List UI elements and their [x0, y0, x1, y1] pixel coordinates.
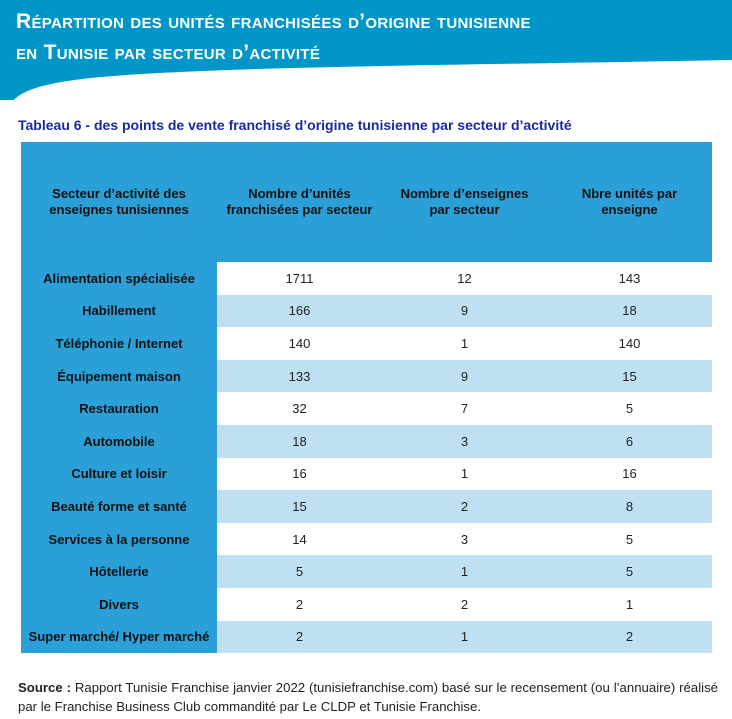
header-unites: Nombre d’unités franchisées par secteur: [217, 142, 382, 262]
cell-par-enseigne: 15: [547, 360, 712, 393]
cell-unites: 32: [217, 392, 382, 425]
cell-enseignes: 2: [382, 588, 547, 621]
cell-par-enseigne: 8: [547, 490, 712, 523]
cell-enseignes: 9: [382, 295, 547, 328]
table-row: [21, 490, 712, 523]
cell-enseignes: 3: [382, 425, 547, 458]
table-row: [21, 523, 712, 556]
cell-secteur: Super marché/ Hyper marché: [21, 621, 217, 654]
table-row: [21, 360, 712, 393]
cell-unites: 5: [217, 555, 382, 588]
cell-secteur: Téléphonie / Internet: [21, 327, 217, 360]
cell-unites: 1711: [217, 262, 382, 295]
cell-par-enseigne: 143: [547, 262, 712, 295]
cell-secteur: Restauration: [21, 392, 217, 425]
cell-secteur: Habillement: [21, 295, 217, 328]
cell-enseignes: 1: [382, 555, 547, 588]
table-row: [21, 555, 712, 588]
cell-unites: 15: [217, 490, 382, 523]
cell-enseignes: 9: [382, 360, 547, 393]
table-row: [21, 425, 712, 458]
table-row: [21, 621, 712, 654]
cell-secteur: Services à la personne: [21, 523, 217, 556]
source-text: Rapport Tunisie Franchise janvier 2022 (tunisiefranchise.com) basé sur le recensement (ou l’annuaire) réalisé par le Franchise Business Club commandité par Le CLDP et Tunisie Franchise.: [18, 680, 718, 714]
table-row: [21, 458, 712, 491]
data-table-container: [21, 142, 712, 653]
cell-unites: 133: [217, 360, 382, 393]
cell-enseignes: 2: [382, 490, 547, 523]
cell-secteur: Beauté forme et santé: [21, 490, 217, 523]
cell-secteur: Automobile: [21, 425, 217, 458]
cell-par-enseigne: 140: [547, 327, 712, 360]
cell-secteur: Divers: [21, 588, 217, 621]
cell-unites: 14: [217, 523, 382, 556]
table-row: [21, 295, 712, 328]
source-label: Source :: [18, 680, 71, 695]
title-line-1: Répartition des unités franchisées d’origine tunisienne: [16, 10, 531, 33]
table-caption: Tableau 6 - des points de vente franchisé d’origine tunisienne par secteur d’activité: [18, 117, 572, 133]
cell-par-enseigne: 2: [547, 621, 712, 654]
header-secteur: Secteur d’activité des enseignes tunisiennes: [21, 142, 217, 262]
cell-par-enseigne: 5: [547, 555, 712, 588]
title-line-2: en Tunisie par secteur d’activité: [16, 41, 321, 64]
cell-par-enseigne: 16: [547, 458, 712, 491]
cell-enseignes: 3: [382, 523, 547, 556]
cell-par-enseigne: 5: [547, 523, 712, 556]
table-row: [21, 262, 712, 295]
cell-enseignes: 12: [382, 262, 547, 295]
table-body: [21, 262, 712, 653]
cell-unites: 2: [217, 588, 382, 621]
cell-par-enseigne: 1: [547, 588, 712, 621]
franchise-table: [21, 142, 712, 653]
cell-unites: 140: [217, 327, 382, 360]
cell-unites: 16: [217, 458, 382, 491]
cell-unites: 18: [217, 425, 382, 458]
table-row: [21, 588, 712, 621]
table-row: [21, 392, 712, 425]
title-banner: [0, 0, 732, 100]
cell-par-enseigne: 18: [547, 295, 712, 328]
cell-enseignes: 1: [382, 621, 547, 654]
cell-secteur: Équipement maison: [21, 360, 217, 393]
table-row: [21, 327, 712, 360]
cell-unites: 166: [217, 295, 382, 328]
cell-par-enseigne: 5: [547, 392, 712, 425]
table-header-row: [21, 142, 712, 262]
cell-secteur: Alimentation spécialisée: [21, 262, 217, 295]
header-par-enseigne: Nbre unités par enseigne: [547, 142, 712, 262]
cell-enseignes: 1: [382, 458, 547, 491]
cell-par-enseigne: 6: [547, 425, 712, 458]
page-title: [16, 6, 716, 68]
source-note: [18, 678, 718, 716]
cell-secteur: Hôtellerie: [21, 555, 217, 588]
cell-enseignes: 7: [382, 392, 547, 425]
cell-unites: 2: [217, 621, 382, 654]
cell-secteur: Culture et loisir: [21, 458, 217, 491]
cell-enseignes: 1: [382, 327, 547, 360]
header-enseignes: Nombre d’enseignes par secteur: [382, 142, 547, 262]
